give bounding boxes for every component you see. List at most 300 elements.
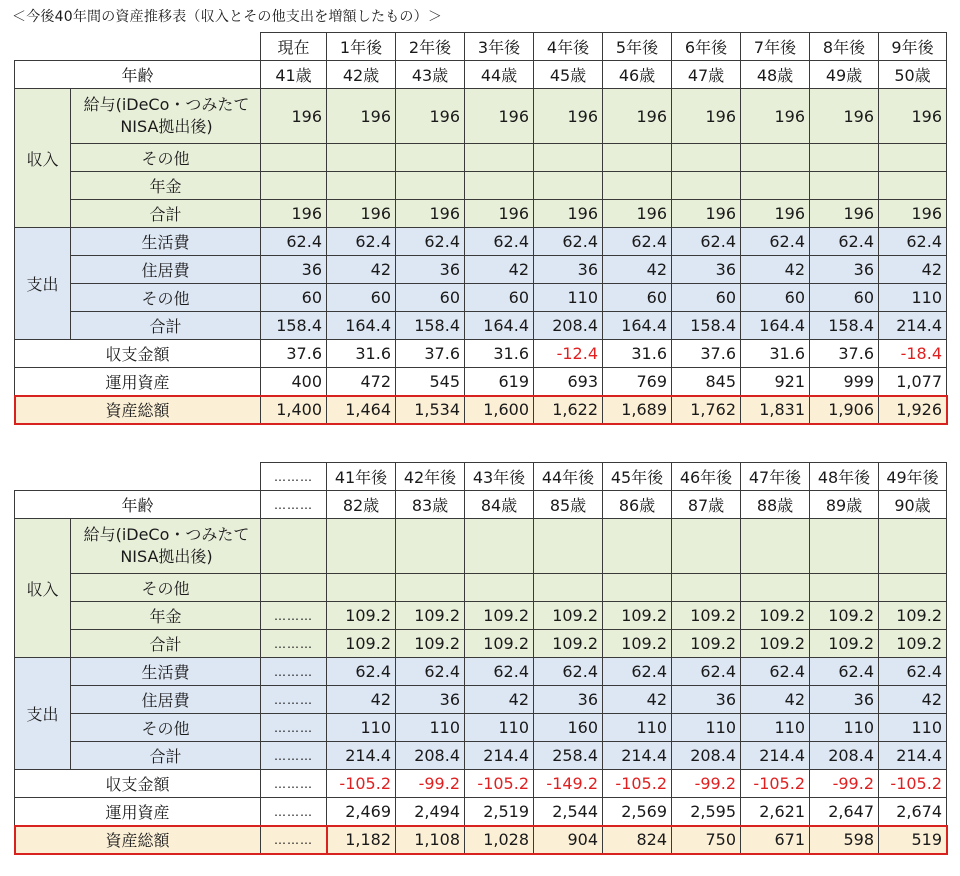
cell-value: 196: [465, 89, 534, 144]
cell-value: [603, 172, 672, 200]
cell-value: [741, 144, 810, 172]
cell-value: 110: [879, 284, 947, 312]
cell-value: 36: [534, 256, 603, 284]
row-label: 生活費: [71, 658, 261, 686]
cell-value: [672, 574, 741, 602]
cell-value: [741, 172, 810, 200]
cell-value: 196: [741, 200, 810, 228]
cell-value: 62.4: [327, 658, 396, 686]
cell-value: 44歳: [465, 61, 534, 89]
column-header: 49年後: [879, 463, 947, 491]
cell-value: 42: [741, 686, 810, 714]
cell-value: 62.4: [396, 228, 465, 256]
cell-value: 196: [879, 89, 947, 144]
cell-value: 158.4: [672, 312, 741, 340]
cell-value: 1,464: [327, 396, 396, 424]
cell-value: 60: [741, 284, 810, 312]
cell-value: [396, 172, 465, 200]
cell-value: 109.2: [810, 630, 879, 658]
row-other-income: [15, 574, 947, 602]
cell-value: 214.4: [879, 312, 947, 340]
cell-value: 109.2: [327, 630, 396, 658]
cell-value: [465, 574, 534, 602]
cell-value: 2,519: [465, 798, 534, 826]
cell-value: 42: [465, 256, 534, 284]
cell-value: 214.4: [741, 742, 810, 770]
cell-value: 1,400: [261, 396, 327, 424]
group-label-income: 収入: [15, 89, 71, 228]
cell-value: 109.2: [327, 602, 396, 630]
cell-value: 109.2: [396, 630, 465, 658]
cell-value: 196: [534, 89, 603, 144]
cell-value: 87歳: [672, 491, 741, 519]
cell-value: -99.2: [672, 770, 741, 798]
cell-value: [603, 144, 672, 172]
cell-value: -105.2: [603, 770, 672, 798]
cell-value: 164.4: [327, 312, 396, 340]
cell-value: [741, 519, 810, 574]
row-label: 生活費: [71, 228, 261, 256]
column-header: 2年後: [396, 33, 465, 61]
cell-value: -105.2: [327, 770, 396, 798]
cell-value: ………: [261, 630, 327, 658]
cell-value: 60: [810, 284, 879, 312]
cell-value: 2,621: [741, 798, 810, 826]
cell-value: 110: [327, 714, 396, 742]
cell-value: 62.4: [534, 658, 603, 686]
row-income-total: [15, 200, 947, 228]
cell-value: 671: [741, 826, 810, 854]
cell-value: 109.2: [534, 630, 603, 658]
cell-value: 62.4: [603, 658, 672, 686]
cell-value: 904: [534, 826, 603, 854]
cell-value: 196: [261, 200, 327, 228]
cell-value: 62.4: [396, 658, 465, 686]
column-header: 6年後: [672, 33, 741, 61]
row-pension: [15, 172, 947, 200]
column-header: ………: [261, 463, 327, 491]
cell-value: [261, 172, 327, 200]
cell-value: 47歳: [672, 61, 741, 89]
cell-value: 196: [810, 200, 879, 228]
row-label: 年金: [71, 602, 261, 630]
column-header: 8年後: [810, 33, 879, 61]
column-header: 3年後: [465, 33, 534, 61]
cell-value: 2,674: [879, 798, 947, 826]
cell-value: 1,600: [465, 396, 534, 424]
column-header: 48年後: [810, 463, 879, 491]
cell-value: 1,689: [603, 396, 672, 424]
row-label: その他: [71, 144, 261, 172]
cell-value: [465, 172, 534, 200]
cell-value: 60: [261, 284, 327, 312]
row-other-expense: [15, 284, 947, 312]
cell-value: 2,469: [327, 798, 396, 826]
cell-value: 598: [810, 826, 879, 854]
column-header: 5年後: [603, 33, 672, 61]
cell-value: [261, 144, 327, 172]
cell-value: 158.4: [261, 312, 327, 340]
cell-value: ………: [261, 798, 327, 826]
cell-value: 109.2: [741, 602, 810, 630]
cell-value: 196: [741, 89, 810, 144]
group-label-expense: 支出: [15, 658, 71, 770]
asset-table-last-decade: [14, 462, 947, 854]
cell-value: 109.2: [465, 602, 534, 630]
row-invest: [15, 368, 947, 396]
cell-value: 43歳: [396, 61, 465, 89]
row-label: 合計: [71, 742, 261, 770]
cell-value: 158.4: [396, 312, 465, 340]
cell-value: 109.2: [534, 602, 603, 630]
row-salary: [15, 89, 947, 144]
header-row: [15, 463, 947, 491]
cell-value: 619: [465, 368, 534, 396]
cell-value: ………: [261, 686, 327, 714]
cell-value: 196: [465, 200, 534, 228]
cell-value: [672, 144, 741, 172]
cell-value: [810, 519, 879, 574]
cell-value: 62.4: [465, 228, 534, 256]
cell-value: 109.2: [603, 630, 672, 658]
row-label: 収支金額: [15, 340, 261, 368]
cell-value: 196: [879, 200, 947, 228]
cell-value: [396, 574, 465, 602]
cell-value: 62.4: [534, 228, 603, 256]
cell-value: 2,569: [603, 798, 672, 826]
cell-value: -12.4: [534, 340, 603, 368]
cell-value: -105.2: [879, 770, 947, 798]
column-header: 1年後: [327, 33, 396, 61]
row-label: 資産総額: [15, 396, 261, 424]
cell-value: [327, 172, 396, 200]
header-blank: [15, 33, 261, 61]
cell-value: 45歳: [534, 61, 603, 89]
cell-value: [741, 574, 810, 602]
cell-value: 60: [672, 284, 741, 312]
cell-value: 37.6: [396, 340, 465, 368]
cell-value: 196: [261, 89, 327, 144]
cell-value: 999: [810, 368, 879, 396]
cell-value: 208.4: [396, 742, 465, 770]
cell-value: 1,534: [396, 396, 465, 424]
cell-value: 110: [603, 714, 672, 742]
cell-value: 110: [396, 714, 465, 742]
cell-value: 62.4: [603, 228, 672, 256]
cell-value: [396, 519, 465, 574]
cell-value: 36: [396, 256, 465, 284]
cell-value: 109.2: [672, 602, 741, 630]
cell-value: 37.6: [810, 340, 879, 368]
column-header: 43年後: [465, 463, 534, 491]
row-label: 住居費: [71, 686, 261, 714]
cell-value: 50歳: [879, 61, 947, 89]
cell-value: 1,762: [672, 396, 741, 424]
asset-table-first-decade: [14, 32, 947, 424]
cell-value: 208.4: [534, 312, 603, 340]
row-other-income: [15, 144, 947, 172]
cell-value: 110: [534, 284, 603, 312]
row-label: 合計: [71, 312, 261, 340]
cell-value: [327, 519, 396, 574]
cell-value: 42歳: [327, 61, 396, 89]
cell-value: 196: [603, 89, 672, 144]
row-expense-total: [15, 742, 947, 770]
cell-value: 921: [741, 368, 810, 396]
cell-value: 214.4: [465, 742, 534, 770]
cell-value: 36: [261, 256, 327, 284]
cell-value: 62.4: [741, 228, 810, 256]
cell-value: 110: [465, 714, 534, 742]
column-header: 46年後: [672, 463, 741, 491]
cell-value: 60: [465, 284, 534, 312]
row-label: 給与(iDeCo・つみたてNISA拠出後): [71, 519, 261, 574]
row-label: 合計: [71, 630, 261, 658]
cell-value: 1,182: [327, 826, 396, 854]
cell-value: 214.4: [879, 742, 947, 770]
cell-value: 86歳: [603, 491, 672, 519]
column-header: 現在: [261, 33, 327, 61]
cell-value: -105.2: [741, 770, 810, 798]
row-income-total: [15, 630, 947, 658]
cell-value: [327, 574, 396, 602]
cell-value: 109.2: [810, 602, 879, 630]
cell-value: 62.4: [741, 658, 810, 686]
cell-value: [534, 172, 603, 200]
cell-value: 37.6: [672, 340, 741, 368]
cell-value: 164.4: [603, 312, 672, 340]
cell-value: 208.4: [810, 742, 879, 770]
column-header: 9年後: [879, 33, 947, 61]
cell-value: 545: [396, 368, 465, 396]
cell-value: [879, 172, 947, 200]
cell-value: 62.4: [261, 228, 327, 256]
cell-value: 1,028: [465, 826, 534, 854]
row-balance: [15, 770, 947, 798]
row-living: [15, 228, 947, 256]
cell-value: 85歳: [534, 491, 603, 519]
row-label: 年齢: [15, 61, 261, 89]
cell-value: [534, 144, 603, 172]
cell-value: 1,077: [879, 368, 947, 396]
cell-value: 1,926: [879, 396, 947, 424]
row-label: 運用資産: [15, 368, 261, 396]
cell-value: 42: [327, 256, 396, 284]
row-label: 資産総額: [15, 826, 261, 854]
cell-value: 109.2: [879, 602, 947, 630]
cell-value: 109.2: [465, 630, 534, 658]
cell-value: 196: [396, 200, 465, 228]
cell-value: 62.4: [465, 658, 534, 686]
cell-value: 42: [879, 686, 947, 714]
cell-value: 36: [810, 256, 879, 284]
column-header: 7年後: [741, 33, 810, 61]
cell-value: 60: [603, 284, 672, 312]
cell-value: 42: [741, 256, 810, 284]
cell-value: ………: [261, 742, 327, 770]
row-salary: [15, 519, 947, 574]
cell-value: 46歳: [603, 61, 672, 89]
cell-value: [810, 574, 879, 602]
column-header: 47年後: [741, 463, 810, 491]
cell-value: ………: [261, 714, 327, 742]
row-label: その他: [71, 284, 261, 312]
row-housing: [15, 686, 947, 714]
cell-value: 90歳: [879, 491, 947, 519]
row-expense-total: [15, 312, 947, 340]
cell-value: 400: [261, 368, 327, 396]
cell-value: 2,647: [810, 798, 879, 826]
page-title: ＜今後40年間の資産推移表（収入とその他支出を増額したもの）＞: [12, 9, 443, 25]
cell-value: ………: [261, 491, 327, 519]
cell-value: -99.2: [810, 770, 879, 798]
cell-value: 60: [396, 284, 465, 312]
cell-value: 164.4: [465, 312, 534, 340]
cell-value: [465, 519, 534, 574]
row-other-expense: [15, 714, 947, 742]
cell-value: ………: [261, 826, 327, 854]
row-label: 年齢: [15, 491, 261, 519]
cell-value: 196: [327, 89, 396, 144]
cell-value: 110: [672, 714, 741, 742]
cell-value: 196: [327, 200, 396, 228]
cell-value: 62.4: [672, 228, 741, 256]
row-living: [15, 658, 947, 686]
cell-value: 62.4: [810, 228, 879, 256]
cell-value: 258.4: [534, 742, 603, 770]
cell-value: [603, 574, 672, 602]
cell-value: 42: [603, 256, 672, 284]
row-label: 給与(iDeCo・つみたてNISA拠出後): [71, 89, 261, 144]
cell-value: 769: [603, 368, 672, 396]
cell-value: 31.6: [603, 340, 672, 368]
cell-value: 109.2: [741, 630, 810, 658]
row-assets: [15, 396, 947, 424]
cell-value: -105.2: [465, 770, 534, 798]
row-label: 住居費: [71, 256, 261, 284]
row-label: 運用資産: [15, 798, 261, 826]
cell-value: 110: [810, 714, 879, 742]
cell-value: [261, 519, 327, 574]
cell-value: [879, 574, 947, 602]
cell-value: [534, 574, 603, 602]
cell-value: ………: [261, 658, 327, 686]
row-label: その他: [71, 714, 261, 742]
column-header: 44年後: [534, 463, 603, 491]
cell-value: [879, 519, 947, 574]
cell-value: 824: [603, 826, 672, 854]
cell-value: 196: [672, 89, 741, 144]
cell-value: 1,622: [534, 396, 603, 424]
cell-value: 36: [396, 686, 465, 714]
cell-value: 82歳: [327, 491, 396, 519]
cell-value: 196: [810, 89, 879, 144]
cell-value: 62.4: [672, 658, 741, 686]
cell-value: ………: [261, 602, 327, 630]
cell-value: 2,544: [534, 798, 603, 826]
cell-value: 196: [603, 200, 672, 228]
group-label-expense: 支出: [15, 228, 71, 340]
row-age: [15, 491, 947, 519]
cell-value: 110: [879, 714, 947, 742]
cell-value: 88歳: [741, 491, 810, 519]
row-housing: [15, 256, 947, 284]
cell-value: 750: [672, 826, 741, 854]
cell-value: 2,595: [672, 798, 741, 826]
cell-value: [465, 144, 534, 172]
cell-value: 31.6: [327, 340, 396, 368]
cell-value: 1,108: [396, 826, 465, 854]
cell-value: 42: [465, 686, 534, 714]
cell-value: [327, 144, 396, 172]
cell-value: 62.4: [327, 228, 396, 256]
cell-value: 214.4: [603, 742, 672, 770]
row-label: その他: [71, 574, 261, 602]
cell-value: 41歳: [261, 61, 327, 89]
cell-value: 2,494: [396, 798, 465, 826]
cell-value: 472: [327, 368, 396, 396]
cell-value: 62.4: [879, 228, 947, 256]
cell-value: 208.4: [672, 742, 741, 770]
header-blank: [15, 463, 261, 491]
row-assets: [15, 826, 947, 854]
row-label: 収支金額: [15, 770, 261, 798]
cell-value: 62.4: [879, 658, 947, 686]
cell-value: 109.2: [603, 602, 672, 630]
cell-value: 109.2: [879, 630, 947, 658]
cell-value: 31.6: [741, 340, 810, 368]
cell-value: -149.2: [534, 770, 603, 798]
cell-value: 110: [741, 714, 810, 742]
row-invest: [15, 798, 947, 826]
cell-value: 519: [879, 826, 947, 854]
cell-value: 84歳: [465, 491, 534, 519]
column-header: 41年後: [327, 463, 396, 491]
cell-value: 36: [534, 686, 603, 714]
cell-value: 214.4: [327, 742, 396, 770]
row-pension: [15, 602, 947, 630]
row-label: 合計: [71, 200, 261, 228]
cell-value: 109.2: [672, 630, 741, 658]
cell-value: 31.6: [465, 340, 534, 368]
cell-value: 164.4: [741, 312, 810, 340]
cell-value: [810, 144, 879, 172]
cell-value: [396, 144, 465, 172]
cell-value: 196: [396, 89, 465, 144]
cell-value: ………: [261, 770, 327, 798]
cell-value: 693: [534, 368, 603, 396]
cell-value: 49歳: [810, 61, 879, 89]
cell-value: 36: [672, 686, 741, 714]
cell-value: 42: [327, 686, 396, 714]
row-balance: [15, 340, 947, 368]
cell-value: 60: [327, 284, 396, 312]
column-header: 45年後: [603, 463, 672, 491]
cell-value: 1,831: [741, 396, 810, 424]
cell-value: 37.6: [261, 340, 327, 368]
cell-value: 36: [672, 256, 741, 284]
cell-value: [672, 172, 741, 200]
row-label: 年金: [71, 172, 261, 200]
cell-value: 36: [810, 686, 879, 714]
cell-value: 160: [534, 714, 603, 742]
cell-value: 83歳: [396, 491, 465, 519]
cell-value: 845: [672, 368, 741, 396]
cell-value: [672, 519, 741, 574]
header-row: [15, 33, 947, 61]
column-header: 42年後: [396, 463, 465, 491]
cell-value: 89歳: [810, 491, 879, 519]
